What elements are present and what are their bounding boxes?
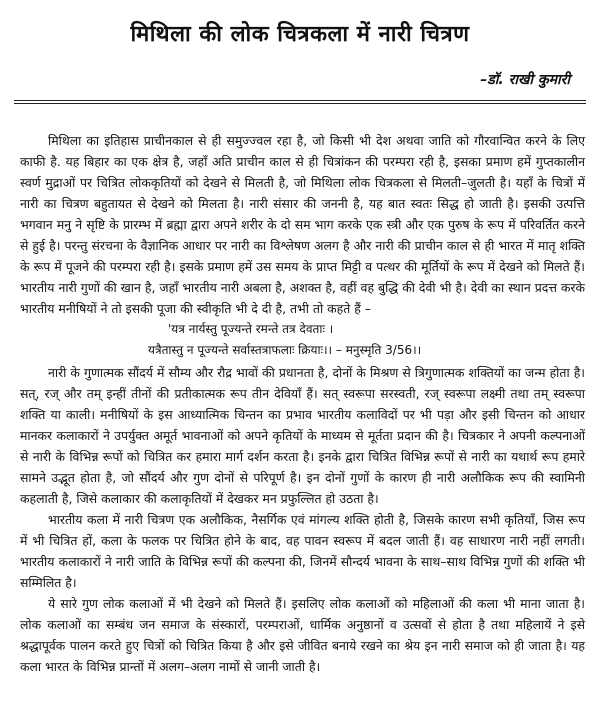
article-title: मिथिला की लोक चित्रकला में नारी चित्रण <box>130 22 470 47</box>
sanskrit-quote-line-2: यत्रैतास्तु न पूज्यन्ते सर्वास्तत्राफलाः क्रियाः।। – मनुस्मृति 3/56।। <box>148 343 422 358</box>
paragraph-4: ये सारे गुण लोक कलाओं में भी देखने को मिलते हैं। इसलिए लोक कलाओं को महिलाओं की कला भी माना जाता है। लोक कलाओं का सम्बंध जन समाज के संस्कारों, परम्पराओं, धार्मिक अनुष्ठानों व उत्सवों से होता है तथा महिलायें ने इसे श्रद्धापूर्वक पालन करते हुए चित्रों को चित्रित किया है और इसे जीवित बनाये रखने का श्रेय इन नारी समाज को ही जाता है। यह कला भारत के विभिन्न प्रान्तों में अलग–अलग नामों से जानी जाती है। <box>20 596 585 675</box>
paragraph-2: नारी के गुणात्मक सौंदर्य में सौम्य और रौद्र भावों की प्रधानता है, दोनों के मिश्रण से त्रिगुणात्मक शक्तियों का जन्म होता है। सत्, रज् और तम् इन्हीं तीनों की प्रतीकात्मक रूप तीन देवियाँ हैं। सत् स्वरूपा सरस्वती, रज् स्वरूपा लक्ष्मी तथा तम् स्वरूपा शक्ति या काली। मनीषियों के इस आध्यात्मिक चिन्तन का प्रभाव भारतीय कलाविदों पर भी पड़ा और इसी चिन्तन को आधार मानकर कलाकारों ने उपर्युक्त अमूर्त भावनाओं को अपने कृतियों के माध्यम से मूर्तता प्रदान की है। चित्रकार ने अपनी कल्पनाओं से नारी के विभिन्न रूपों को चित्रित कर हमारा मार्ग दर्शन करता है। इनके द्वारा चित्रित विभिन्न रूपों से नारी का यथार्थ रूप हमारे सामने उद्भूत होता है, जो सौंदर्य और गुण दोनों से परिपूर्ण है। इन दोनों गुणों के कारण ही नारी अलौकिक रूप की स्वामिनी कहलाती है, जिसे कलाकार की कलाकृतियों में देखकर मन प्रफुल्लित हो उठता है। <box>20 364 585 506</box>
author-byline: –डॉ. राखी कुमारी <box>480 72 570 88</box>
sanskrit-quote-line-1: 'यत्र नार्यस्तु पूज्यन्ते रमन्ते तत्र देवताः । <box>168 322 334 337</box>
paragraph-3: भारतीय कला में नारी चित्रण एक अलौकिक, नैसर्गिक एवं मांगल्य शक्ति होती है, जिसके कारण सभी कृतियाँ, जिस रूप में भी चित्रित हों, कला के फलक पर चित्रित होने के बाद, वह पावन स्वरूप में बदल जाती हैं। वह साधारण नारी नहीं लगती। भारतीय कलाकारों ने नारी जाति के विभिन्न रूपों की कल्पना की, जिनमें सौन्दर्य भावना के साथ–साथ विभिन्न गुणों की शक्ति भी सम्मिलित है। <box>20 511 585 590</box>
article-body <box>20 130 585 677</box>
header-divider-top <box>14 100 586 101</box>
header-divider-bottom <box>14 103 586 104</box>
paragraph-1: मिथिला का इतिहास प्राचीनकाल से ही समुज्ज्वल रहा है, जो किसी भी देश अथवा जाति को गौरवान्वित करने के लिए काफी है. यह बिहार का एक क्षेत्र है, जहाँ अति प्राचीन काल से ही चित्रांकन की परम्परा रही है, इसका प्रमाण हमें गुप्तकालीन स्वर्ण मुद्राओं पर चित्रित लोककृतियों को देखने से मिलती है, जो मिथिला लोक चित्रकला से मिलती–जुलती है। यहाँ के चित्रों में नारी का चित्रण बहुतायत से देखने को मिलता है। नारी संसार की जननी है, यह बात स्वतः सिद्ध हो जाती है। इसकी उत्पत्ति भगवान मनु ने सृष्टि के प्रारम्भ में ब्रह्मा द्वारा अपने शरीर के दो सम भाग करके एक स्त्री और एक पुरुष के रूप में परिवर्तित करने से हुई है। परन्तु संरचना के वैज्ञानिक आधार पर नारी का विश्लेषण अलग है और नारी की प्राचीन काल से ही भारत में मातृ शक्ति के रूप में पूजने की परम्परा रही है। इसके प्रमाण हमें उस समय के प्राप्त मिट्टी व पत्थर की मूर्तियों के रूप में देखने को मिलते हैं। भारतीय नारी गुणों की खान है, जहाँ भारतीय नारी अबला है, अशक्त है, वहीं वह बुद्धि की देवी भी है। देवी का स्थान प्रदत्त करके भारतीय मनीषियों ने तो इसकी पूजा की स्वीकृति भी दे दी है, तभी तो कहते हैं – <box>20 133 585 317</box>
